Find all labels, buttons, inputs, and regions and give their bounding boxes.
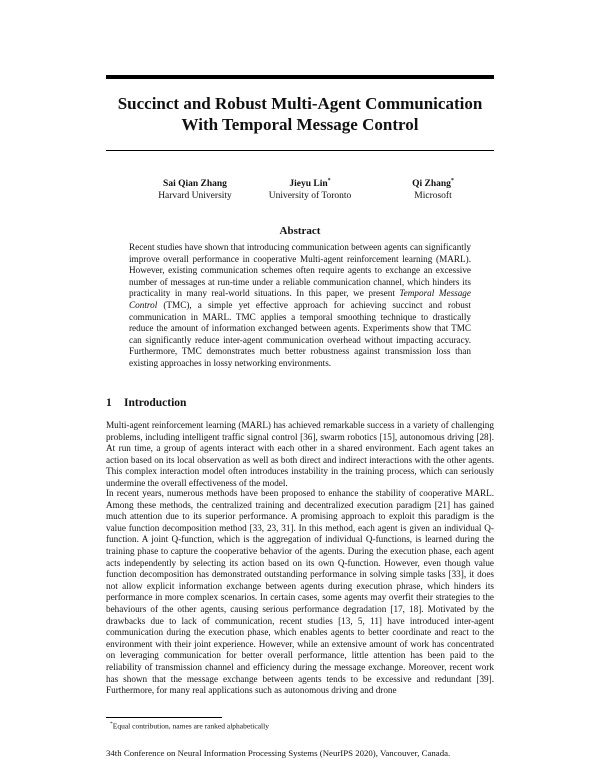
author-name: Jieyu Lin [289, 179, 328, 190]
conference-note: 34th Conference on Neural Information Processing Systems (NeurIPS 2020), Vancouver, Canada. [106, 748, 451, 758]
title-line-2: With Temporal Message Control [181, 115, 419, 134]
author-affiliation: University of Toronto [268, 191, 352, 202]
author-affiliation: Harvard University [158, 191, 232, 202]
paper-title [106, 93, 494, 135]
title-line-1: Succinct and Robust Multi-Agent Communication [117, 94, 483, 113]
abstract-method-name: Temporal Message Control [129, 288, 471, 310]
section-heading [106, 397, 186, 409]
author-affiliation: Microsoft [414, 191, 452, 202]
abstract-text: Recent studies have shown that introducing communication between agents can significantly improve overall performance in cooperative Multi-agent reinforcement learning (MARL). However, existing communication schemes often require agents to exchange an excessive number of messages at run-time under a reliable communication channel, which hinders its practicality in many real-world situations. In this paper, we present [129, 242, 471, 299]
title-bottom-rule [106, 150, 494, 151]
author-mark: * [450, 178, 454, 184]
abstract-heading: Abstract [279, 225, 321, 237]
intro-paragraph: Multi-agent reinforcement learning (MARL) has achieved remarkable success in a variety of challenging problems, including intelligent traffic signal control [36], swarm robotics [15], autonomous driving [28]. At run time, a group of agents interact with each other in a shared environment. Each agent takes an action based on its local observation as well as both direct and indirect interactions with the other agents. This complex interaction model often introduces instability in the training process, which can seriously undermine the overall effectiveness of the model. [106, 420, 494, 488]
author-name: Sai Qian Zhang [163, 179, 227, 190]
footnote-mark: * [110, 721, 113, 727]
footnote-rule [106, 717, 222, 718]
footnote [110, 720, 269, 731]
author-name: Qi Zhang [412, 179, 451, 190]
author-mark: * [327, 178, 331, 184]
author-block [378, 175, 488, 202]
abstract-text: (TMC), a simple yet effective approach for achieving succinct and robust communication in MARL. TMC applies a temporal smoothing technique to drastically reduce the amount of information exchanged between agents. Experiments show that TMC can significantly reduce inter-agent communication overhead without impacting accuracy. Furthermore, TMC demonstrates much better robustness against transmission loss than existing approaches in lossy networking environments. [129, 299, 471, 368]
title-top-rule [106, 75, 494, 79]
section-title: Introduction [124, 397, 187, 409]
section-number: 1 [106, 397, 112, 409]
abstract-body [129, 242, 471, 370]
footnote-text: Equal contribution, names are ranked alphabetically [112, 721, 269, 731]
author-block [255, 175, 365, 202]
intro-paragraph: In recent years, numerous methods have been proposed to enhance the stability of cooperative MARL. Among these methods, the centralized training and decentralized execution paradigm [21] has gained much attention due to its superior performance. A promising approach to exploit this paradigm is the value function decomposition method [33, 23, 31]. In this method, each agent is given an individual Q-function. A joint Q-function, which is the aggregation of individual Q-functions, is learned during the training phase to capture the cooperative behavior of the agents. During the execution phase, each agent acts independently by selecting its action based on its own Q-function. However, even though value function decomposition has demonstrated outstanding performance in solving simple tasks [33], it does not allow explicit information exchange between agents during execution phrase, which hinders its performance in more complex scenarios. In certain cases, some agents may overfit their strategies to the behaviours of the other agents, causing serious performance degradation [17, 18]. Motivated by the drawbacks due to lack of communication, recent studies [13, 5, 11] have introduced inter-agent communication during the execution phase, which enables agents to better coordinate and react to the environment with their joint experience. However, while an extensive amount of work has concentrated on leveraging communication for better overall performance, little attention has been paid to the reliability of transmission channel and efficiency during the message exchange. Moreover, recent work has shown that the message exchange between agents tends to be excessive and redundant [39]. Furthermore, for many real applications such as autonomous driving and drone [106, 488, 494, 696]
author-block [140, 175, 250, 202]
